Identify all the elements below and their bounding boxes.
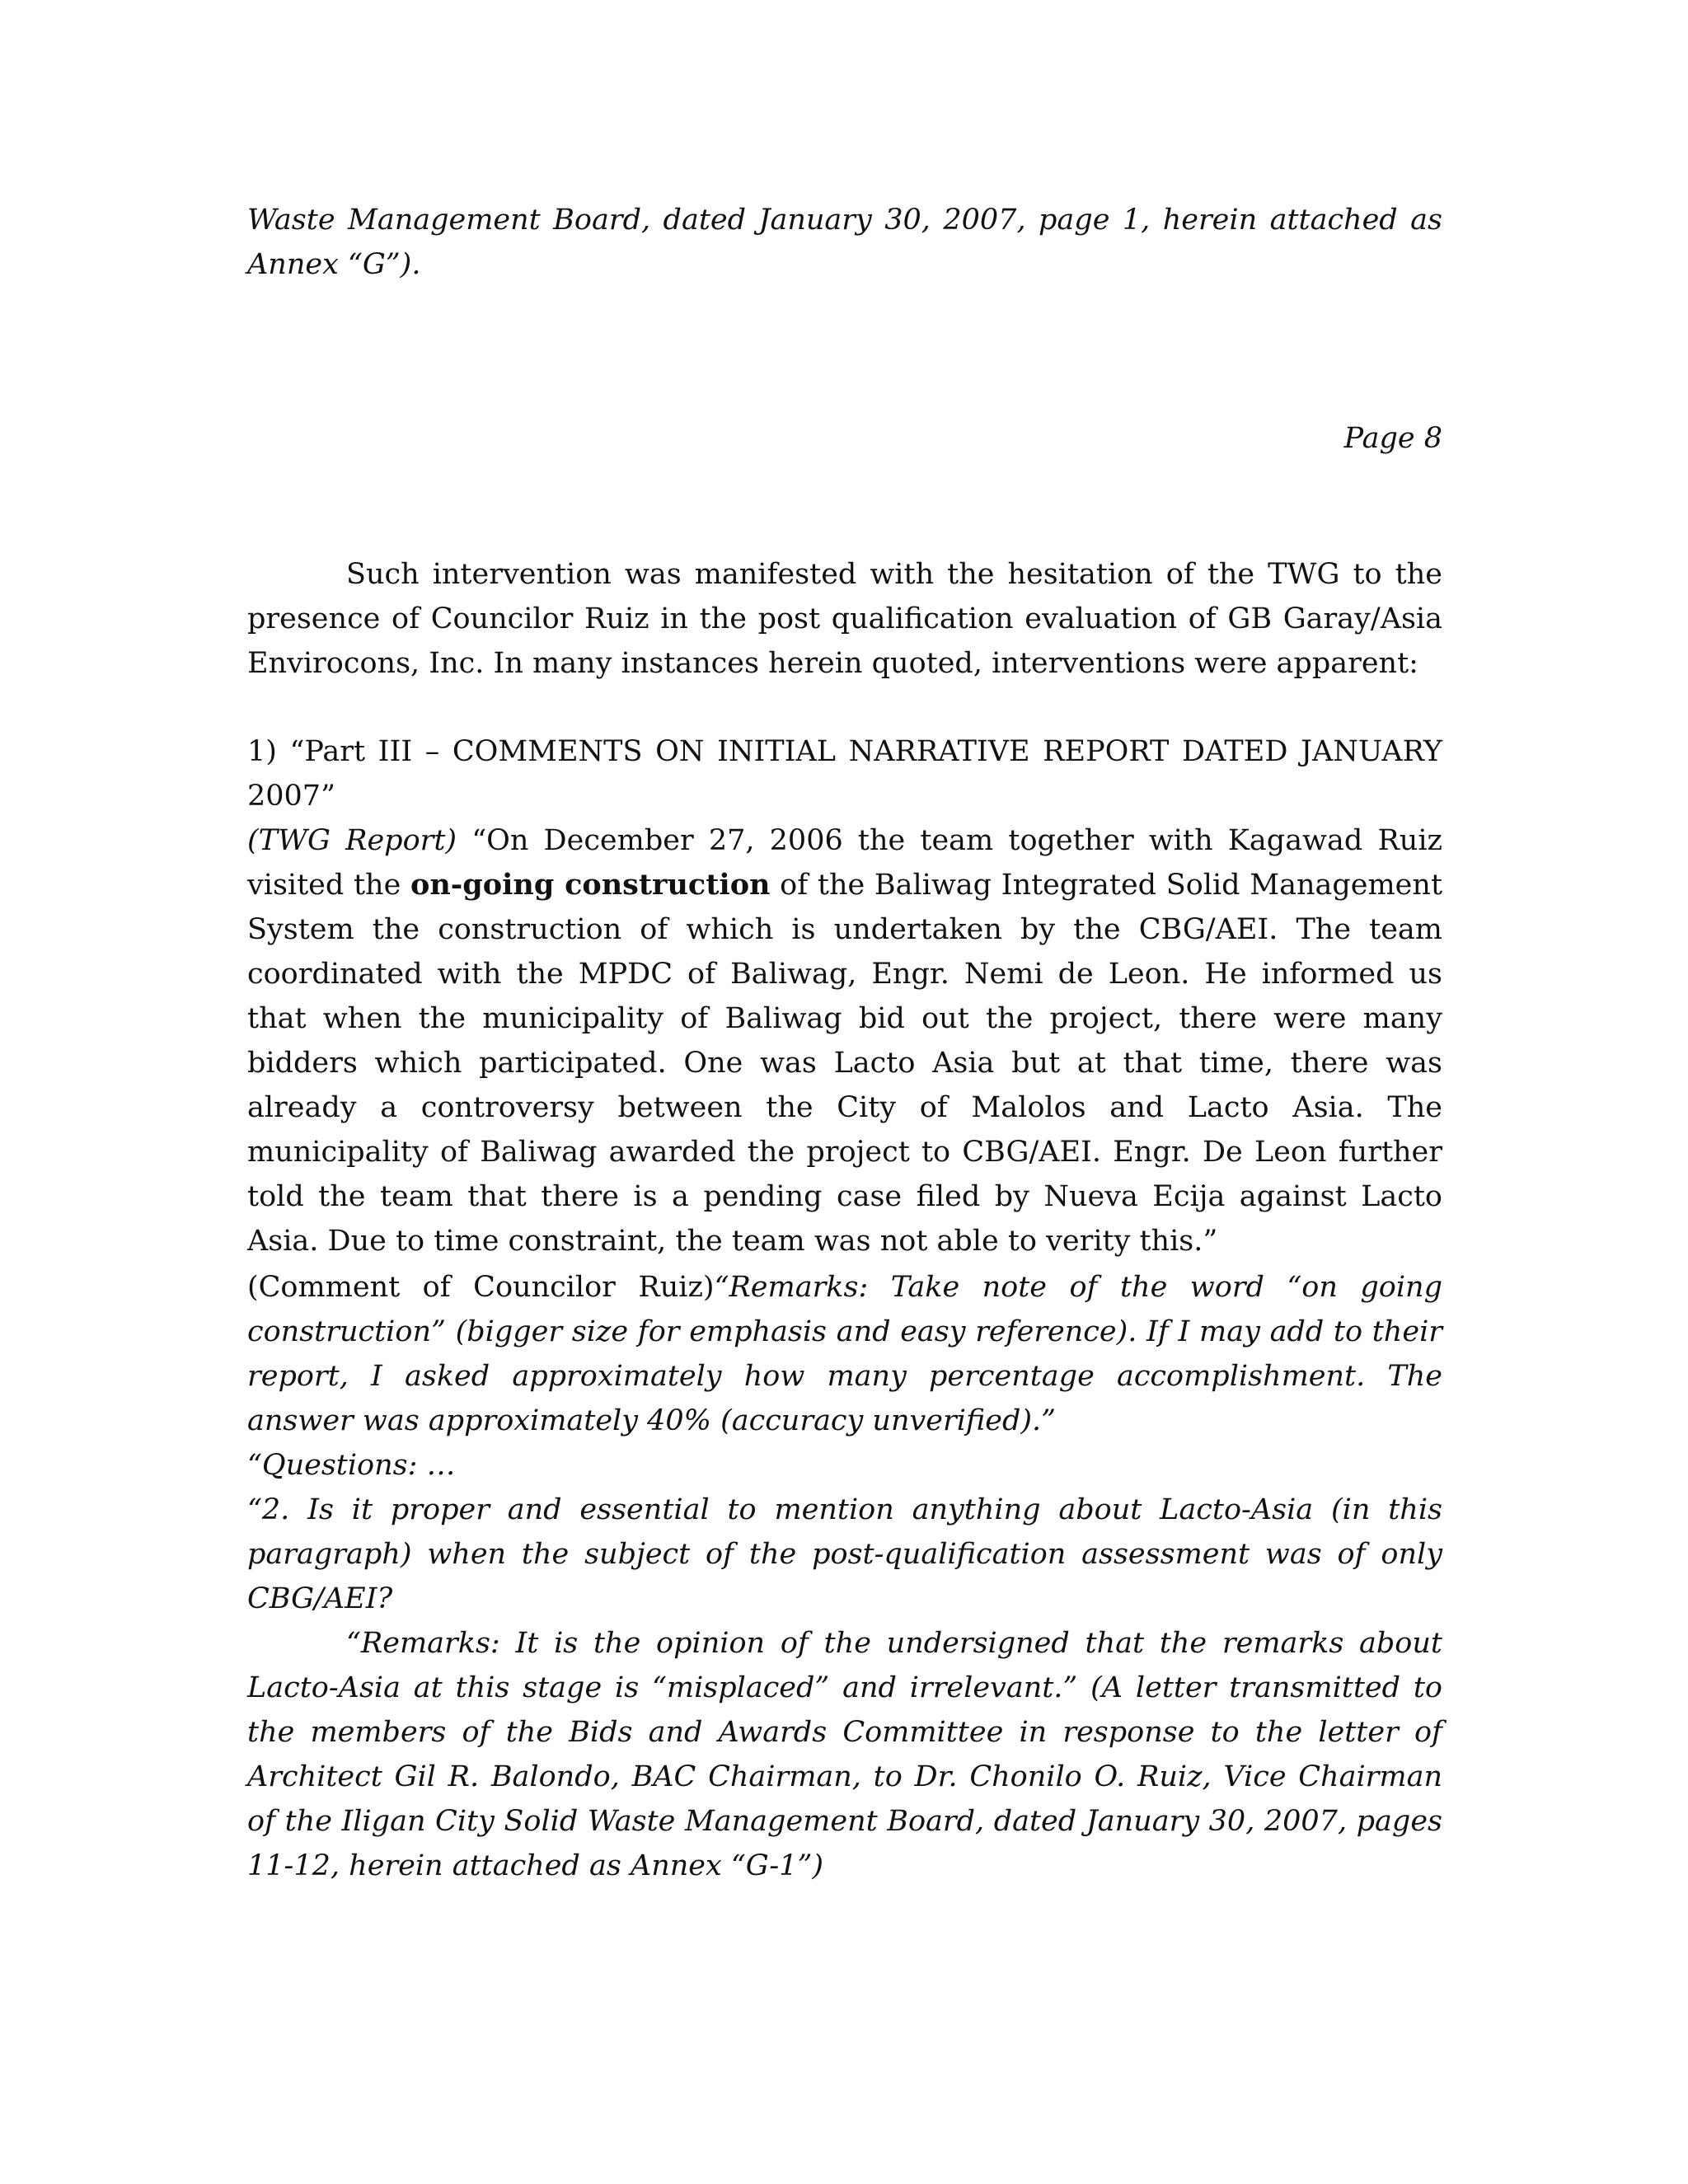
twg-report-label: (TWG Report) [247,824,457,857]
intro-paragraph: Such intervention was manifested with the hesitation of the TWG to the presence of Councilor Ruiz in the post qualification evaluation of GB Garay/Asia Envirocons, Inc. In many instances herein quoted, interventions were apparent: [247,558,1442,680]
question-2: “2. Is it proper and essential to mention anything about Lacto-Asia (in this paragraph) when the subject of the post-qualification assessment was of only CBG/AEI? [247,1493,1442,1615]
item-1-body [247,818,1442,1263]
continuation-text: Waste Management Board, dated January 30, 2007, page 1, herein attached as Annex “G”). [247,204,1442,281]
comment-remarks: “Remarks: Take note of the word “on going construction” (bigger size for emphasis and easy reference). If I may add to their report, I asked approximately how many percentage accomplishment. The answer was approximately 40% (accuracy unverified).” [247,1271,1443,1437]
councilor-comment [247,1265,1442,1443]
remarks-paragraph: “Remarks: It is the opinion of the undersigned that the remarks about Lacto-Asia at this stage is “misplaced” and irrelevant.” (A letter transmitted to the members of the Bids and Awards Committee in response to the letter of Architect Gil R. Balondo, BAC Chairman, to Dr. Chonilo O. Ruiz, Vice Chairman of the Iligan City Solid Waste Management Board, dated January 30, 2007, pages 11-12, herein attached as Annex “G-1”) [247,1627,1442,1882]
item-1-heading: 1) “Part III – COMMENTS ON INITIAL NARRATIVE REPORT DATED JANUARY 2007” [247,735,1442,813]
on-going-construction-emphasis: on-going construction [410,868,771,902]
item-1-text-after: of the Baliwag Integrated Solid Management System the construction of which is undertaken by the CBG/AEI. The team coordinated with the MPDC of Baliwag, Engr. Nemi de Leon. He informed us that when the municipality of Baliwag bid out the project, there were many bidders which participated. One was Lacto Asia but at that time, there was already a controversy between the City of Malolos and Lacto Asia. The municipality of Baliwag awarded the project to CBG/AEI. Engr. De Leon further told the team that there is a pending case filed by Nueva Ecija against Lacto Asia. Due to time constraint, the team was not able to verity this.” [247,869,1443,1258]
item-1-block [247,729,1442,1263]
questions-heading: “Questions: … [247,1449,456,1482]
item-1-text-before: “On December 27, 2006 the team together with Kagawad Ruiz visited the [247,824,1442,902]
comment-label: (Comment of Councilor Ruiz) [247,1271,715,1304]
page-number: Page 8 [1343,422,1442,455]
